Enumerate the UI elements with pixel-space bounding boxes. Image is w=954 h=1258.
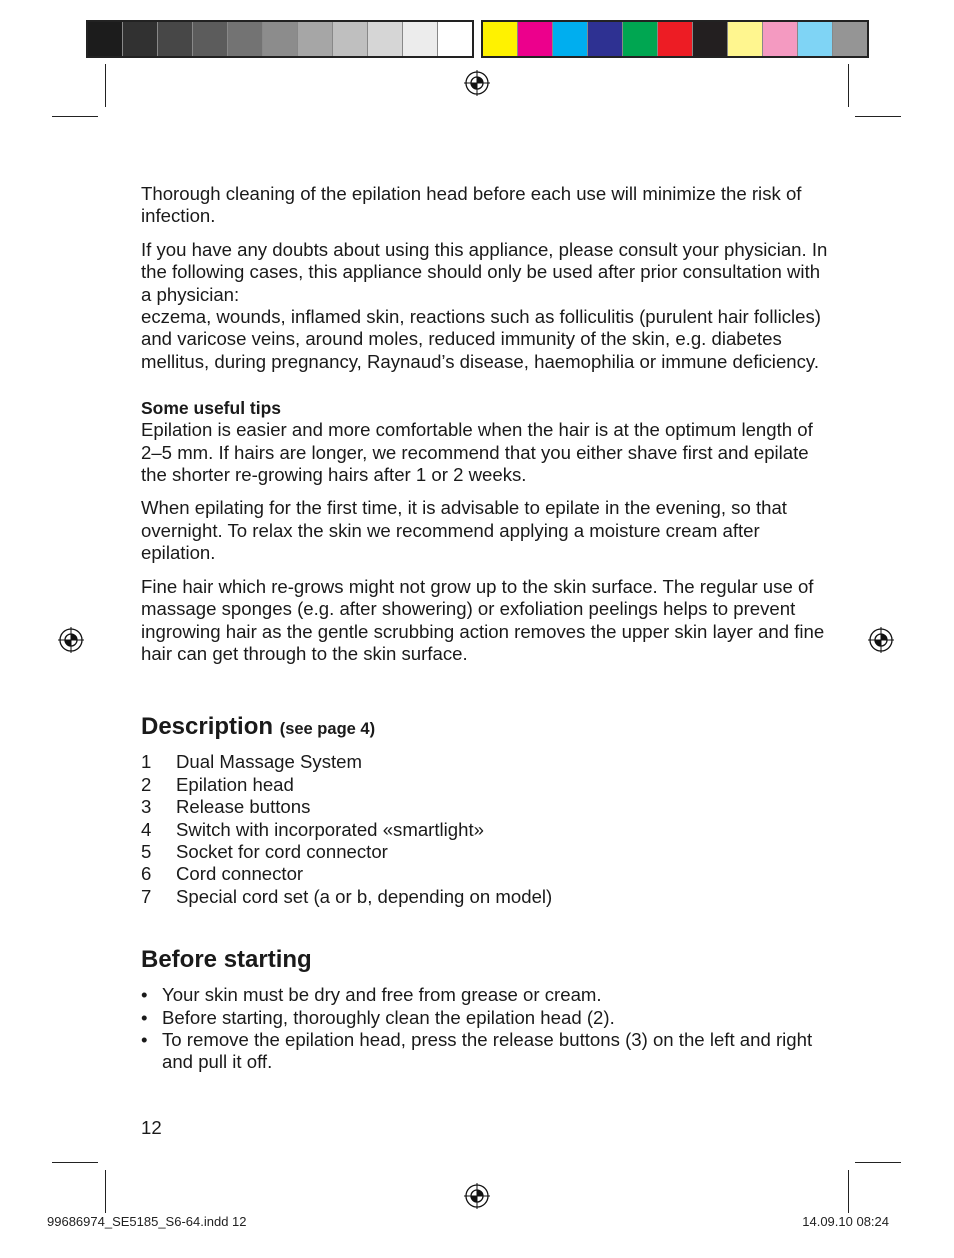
color-swatch (728, 22, 763, 56)
list-item (141, 751, 831, 773)
crop-mark (105, 1170, 106, 1213)
registration-mark-icon (58, 627, 84, 653)
grayscale-color-bar (86, 20, 474, 58)
registration-mark-icon (868, 627, 894, 653)
color-swatch (763, 22, 798, 56)
item-label: Switch with incorporated «smartlight» (176, 818, 484, 840)
color-swatch (403, 22, 438, 56)
color-swatch (588, 22, 623, 56)
item-number: 3 (141, 796, 152, 818)
page-number: 12 (141, 1117, 162, 1138)
color-swatch (123, 22, 158, 56)
bullet-text: Before starting, thoroughly clean the epilation head (2). (162, 1006, 615, 1028)
color-swatch (553, 22, 588, 56)
list-item (141, 819, 831, 841)
item-number: 7 (141, 885, 152, 907)
color-swatch (658, 22, 693, 56)
footer-datetime: 14.09.10 08:24 (802, 1214, 889, 1229)
before-starting-list (141, 984, 831, 1074)
conditions-paragraph: eczema, wounds, inflamed skin, reactions such as folliculitis (purulent hair follicles) and varicose veins, around moles, reduced immunity of the skin, e.g. diabetes mellitus, during pregnancy, Raynaud’s disease, haemophilia or immune deficiency. (141, 306, 821, 372)
list-item (141, 984, 831, 1006)
item-label: Socket for cord connector (176, 840, 388, 862)
list-item (141, 796, 831, 818)
item-number: 2 (141, 773, 152, 795)
list-item (141, 886, 831, 908)
description-heading (141, 713, 831, 743)
item-number: 1 (141, 751, 152, 773)
color-swatch (833, 22, 867, 56)
color-swatch (158, 22, 193, 56)
item-number: 4 (141, 818, 152, 840)
color-swatch (333, 22, 368, 56)
crop-mark (848, 64, 849, 107)
list-item (141, 841, 831, 863)
registration-mark-icon (464, 70, 490, 96)
color-swatch (368, 22, 403, 56)
consult-paragraph: If you have any doubts about using this appliance, please consult your physician. In the following cases, this appliance should only be used after prior consultation with a physician: (141, 238, 828, 305)
crop-mark (848, 1170, 849, 1213)
item-label: Release buttons (176, 796, 311, 818)
list-item (141, 1029, 831, 1074)
tips-heading: Some useful tips (141, 398, 282, 419)
bullet-text: To remove the epilation head, press the release buttons (3) on the left and right and pull it off. (162, 1028, 813, 1073)
intro-paragraph: Thorough cleaning of the epilation head before each use will minimize the risk of infection. (141, 183, 802, 227)
color-swatch (483, 22, 518, 56)
list-item (141, 774, 831, 796)
color-swatch (693, 22, 728, 56)
color-swatch (623, 22, 658, 56)
description-subtitle: (see page 4) (279, 720, 376, 739)
crop-mark (52, 116, 98, 117)
page-body (141, 183, 831, 1074)
tips-paragraph-2: When epilating for the first time, it is advisable to epilate in the evening, so that overnight. To relax the skin we recommend applying a moisture cream after epilation. (141, 497, 787, 564)
registration-mark-icon (464, 1183, 490, 1209)
item-label: Special cord set (a or b, depending on model) (176, 885, 553, 907)
item-label: Cord connector (176, 863, 304, 885)
process-color-bar (481, 20, 869, 58)
description-title: Description (141, 713, 274, 741)
color-swatch (88, 22, 123, 56)
crop-mark (105, 64, 106, 107)
color-swatch (193, 22, 228, 56)
color-swatch (298, 22, 333, 56)
bullet-icon: • (141, 1028, 148, 1050)
item-label: Dual Massage System (176, 751, 363, 773)
bullet-icon: • (141, 984, 148, 1006)
color-swatch (263, 22, 298, 56)
list-item (141, 1007, 831, 1029)
before-starting-heading: Before starting (141, 946, 312, 974)
footer-filename: 99686974_SE5185_S6-64.indd 12 (47, 1214, 247, 1229)
color-swatch (228, 22, 263, 56)
crop-mark (52, 1162, 98, 1163)
color-swatch (438, 22, 472, 56)
item-number: 6 (141, 863, 152, 885)
color-swatch (518, 22, 553, 56)
color-swatch (798, 22, 833, 56)
item-number: 5 (141, 840, 152, 862)
crop-mark (855, 116, 901, 117)
description-list (141, 751, 831, 908)
bullet-text: Your skin must be dry and free from grease or cream. (162, 984, 602, 1006)
crop-mark (855, 1162, 901, 1163)
item-label: Epilation head (176, 773, 294, 795)
bullet-icon: • (141, 1006, 148, 1028)
tips-paragraph-1: Epilation is easier and more comfortable when the hair is at the optimum length of 2–5 mm. If hairs are longer, we recommend that you either shave first and epilate the shorter re-growing hairs after 1 or 2 weeks. (141, 419, 813, 486)
tips-paragraph-3: Fine hair which re-grows might not grow up to the skin surface. The regular use of massage sponges (e.g. after showering) or exfoliation peelings helps to prevent ingrowing hair as the gentle scrubbing action removes the upper skin layer and fine hair can get through to the skin surface. (141, 575, 825, 664)
list-item (141, 863, 831, 885)
